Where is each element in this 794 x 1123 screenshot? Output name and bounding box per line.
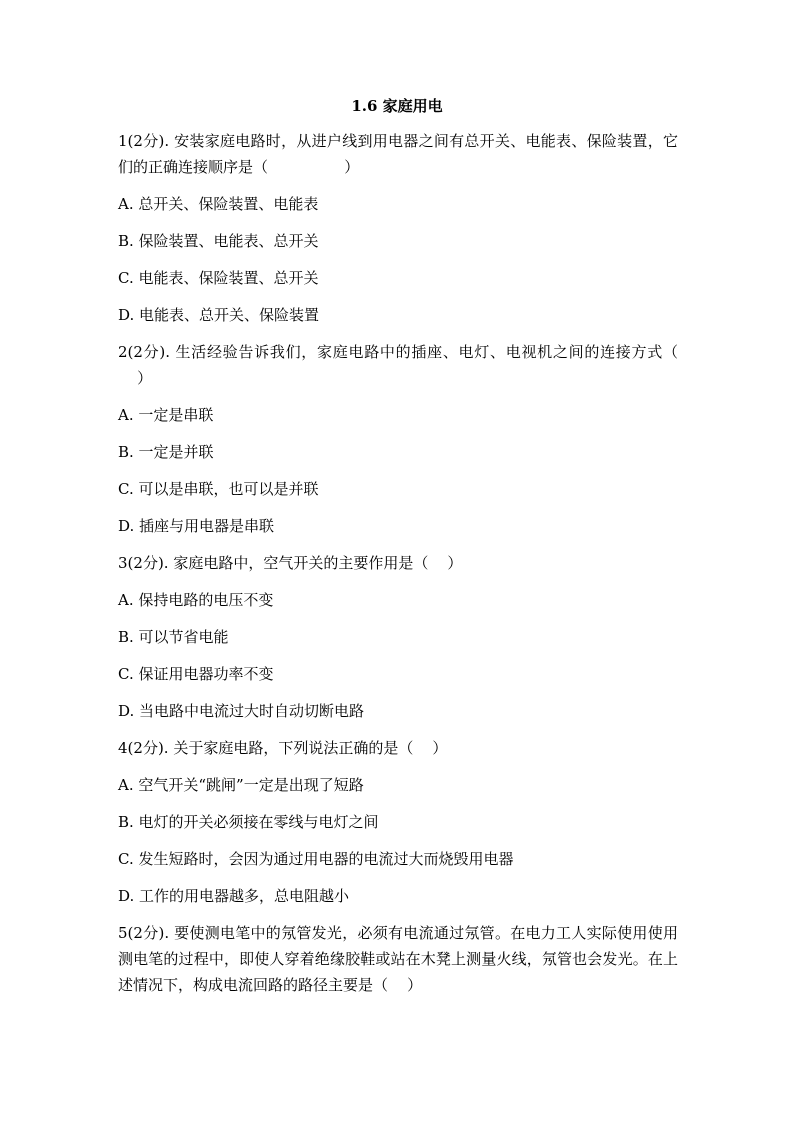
answer-blank: ） xyxy=(428,554,463,572)
option-c: C. 保证用电器功率不变 xyxy=(118,665,274,683)
answer-blank: ） xyxy=(118,369,153,387)
option-a: A. 一定是串联 xyxy=(118,406,214,424)
question-5 xyxy=(118,920,678,998)
option-c: C. 可以是串联，也可以是并联 xyxy=(118,480,319,498)
question-stem: 2(2分). 生活经验告诉我们，家庭电路中的插座、电灯、电视机之间的连接方式（ xyxy=(118,343,678,361)
question-list xyxy=(118,128,678,998)
option-c: C. 电能表、保险装置、总开关 xyxy=(118,269,319,287)
option-d: D. 插座与用电器是串联 xyxy=(118,517,275,535)
answer-blank: ） xyxy=(268,158,360,176)
option-d: D. 电能表、总开关、保险装置 xyxy=(118,306,320,324)
question-stem: 1(2分). 安装家庭电路时，从进户线到用电器之间有总开关、电能表、保险装置，它们的正确连接顺序是（ xyxy=(118,132,678,176)
option-b: B. 可以节省电能 xyxy=(118,628,229,646)
answer-blank: ） xyxy=(413,739,448,757)
question-stem: 3(2分). 家庭电路中，空气开关的主要作用是（ xyxy=(118,554,429,572)
option-b: B. 保险装置、电能表、总开关 xyxy=(118,232,319,250)
option-b: B. 一定是并联 xyxy=(118,443,214,461)
answer-blank: ） xyxy=(388,976,423,994)
option-d: D. 当电路中电流过大时自动切断电路 xyxy=(118,702,365,720)
question-4 xyxy=(118,735,678,761)
question-3 xyxy=(118,550,678,576)
option-c: C. 发生短路时，会因为通过用电器的电流过大而烧毁用电器 xyxy=(118,850,514,868)
option-d: D. 工作的用电器越多，总电阻越小 xyxy=(118,887,350,905)
question-1 xyxy=(118,128,678,180)
option-a: A. 总开关、保险装置、电能表 xyxy=(118,195,319,213)
option-b: B. 电灯的开关必须接在零线与电灯之间 xyxy=(118,813,379,831)
option-a: A. 空气开关“跳闸”一定是出现了短路 xyxy=(118,776,364,794)
question-2 xyxy=(118,339,678,391)
question-stem: 5(2分). 要使测电笔中的氖管发光，必须有电流通过氖管。在电力工人实际使用使用测电笔的过程中，即使人穿着绝缘胶鞋或站在木凳上测量火线，氖管也会发光。在上述情况下，构成电流回路的路径主要是（ xyxy=(118,924,678,994)
document-title: 1.6 家庭用电 xyxy=(351,97,443,115)
option-a: A. 保持电路的电压不变 xyxy=(118,591,274,609)
question-stem: 4(2分). 关于家庭电路，下列说法正确的是（ xyxy=(118,739,414,757)
